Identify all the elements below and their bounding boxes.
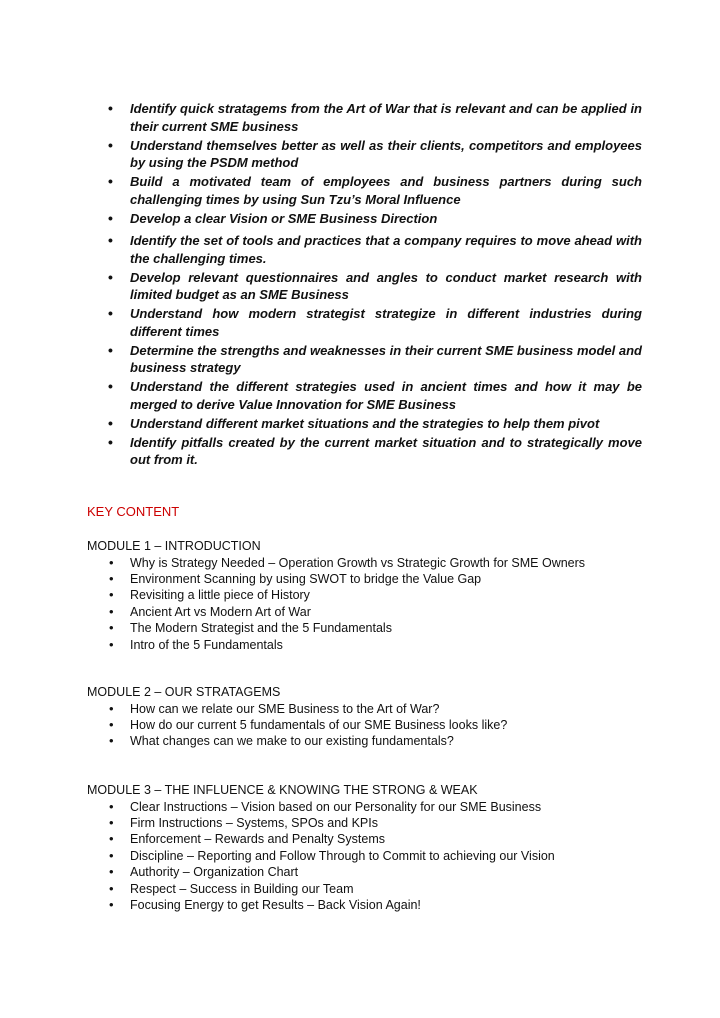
objective-item: • Identify quick stratagems from the Art of War that is relevant and can be applied in their current SME business <box>90 100 642 135</box>
objective-item: • Develop relevant questionnaires and angles to conduct market research with limited budget as an SME Business <box>90 269 642 304</box>
list-item: • Focusing Energy to get Results – Back Vision Again! <box>87 897 647 913</box>
objectives-list <box>90 100 642 470</box>
list-item: • Respect – Success in Building our Team <box>87 881 647 897</box>
list-item: • Authority – Organization Chart <box>87 864 647 880</box>
module-items <box>87 555 647 653</box>
module-2 <box>87 684 647 750</box>
list-item: • The Modern Strategist and the 5 Fundamentals <box>87 620 647 636</box>
objective-item: • Understand the different strategies used in ancient times and how it may be merged to derive Value Innovation for SME Business <box>90 378 642 413</box>
list-item: • Discipline – Reporting and Follow Through to Commit to achieving our Vision <box>87 848 647 864</box>
objective-item: • Identify pitfalls created by the current market situation and to strategically move out from it. <box>90 434 642 469</box>
list-item: • How do our current 5 fundamentals of our SME Business looks like? <box>87 717 647 733</box>
list-item: • Why is Strategy Needed – Operation Growth vs Strategic Growth for SME Owners <box>87 555 647 571</box>
module-title: MODULE 1 – INTRODUCTION <box>87 539 261 553</box>
module-items <box>87 799 647 914</box>
list-item: • Intro of the 5 Fundamentals <box>87 637 647 653</box>
module-title: MODULE 2 – OUR STRATAGEMS <box>87 685 281 699</box>
objective-item: • Understand different market situations and the strategies to help them pivot <box>90 415 642 433</box>
list-item: • Enforcement – Rewards and Penalty Systems <box>87 831 647 847</box>
objective-item: • Understand how modern strategist strategize in different industries during different times <box>90 305 642 340</box>
objective-item: • Understand themselves better as well as their clients, competitors and employees by using the PSDM method <box>90 137 642 172</box>
objective-item: • Build a motivated team of employees and business partners during such challenging times by using Sun Tzu’s Moral Influence <box>90 173 642 208</box>
list-item: • What changes can we make to our existing fundamentals? <box>87 733 647 749</box>
list-item: • Ancient Art vs Modern Art of War <box>87 604 647 620</box>
list-item: • Revisiting a little piece of History <box>87 587 647 603</box>
list-item: • Clear Instructions – Vision based on our Personality for our SME Business <box>87 799 647 815</box>
objective-item: • Develop a clear Vision or SME Business Direction <box>90 210 642 228</box>
module-items <box>87 701 647 750</box>
objective-item: • Identify the set of tools and practices that a company requires to move ahead with the challenging times. <box>90 232 642 267</box>
list-item: • How can we relate our SME Business to the Art of War? <box>87 701 647 717</box>
key-content-heading: KEY CONTENT <box>87 504 180 519</box>
list-item: • Firm Instructions – Systems, SPOs and KPIs <box>87 815 647 831</box>
list-item: • Environment Scanning by using SWOT to bridge the Value Gap <box>87 571 647 587</box>
module-title: MODULE 3 – THE INFLUENCE & KNOWING THE STRONG & WEAK <box>87 783 478 797</box>
objective-item: • Determine the strengths and weaknesses in their current SME business model and business strategy <box>90 342 642 377</box>
module-3 <box>87 782 647 913</box>
module-1 <box>87 538 647 653</box>
